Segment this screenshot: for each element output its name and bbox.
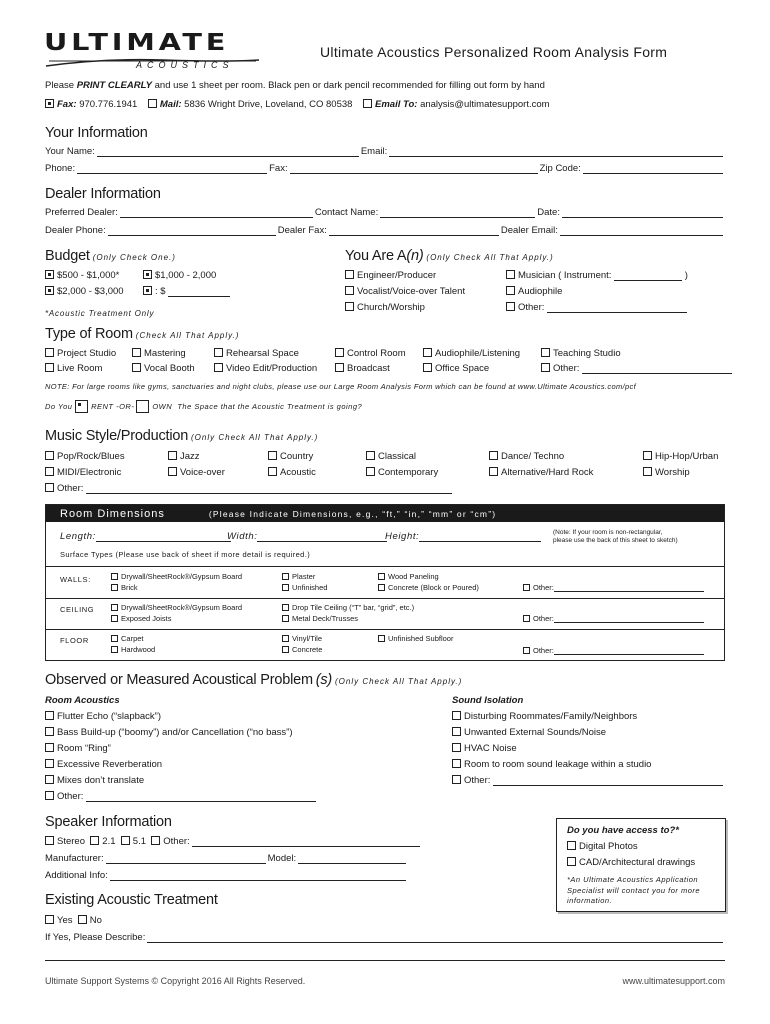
access-photos[interactable]: Digital Photos <box>567 841 638 852</box>
music-hiphop[interactable]: Hip-Hop/Urban <box>643 451 718 462</box>
floor-label: FLOOR <box>60 636 89 645</box>
additional-info-field[interactable] <box>110 870 406 881</box>
dealer-fax-field[interactable] <box>329 225 499 236</box>
isolation-roommates[interactable]: Disturbing Roommates/Family/Neighbors <box>452 711 637 722</box>
dealer-info-heading: Dealer Information <box>45 186 161 202</box>
walls-unfinished[interactable]: Unfinished <box>282 583 327 592</box>
music-dance[interactable]: Dance/ Techno <box>489 451 564 462</box>
s51-checkbox[interactable] <box>121 836 130 845</box>
fax-checkbox[interactable] <box>45 99 54 108</box>
dealer-email-field[interactable] <box>560 225 723 236</box>
s21-checkbox[interactable] <box>90 836 99 845</box>
music-voiceover[interactable]: Voice-over <box>168 467 225 478</box>
room-broadcast[interactable]: Broadcast <box>335 363 390 374</box>
width-field[interactable]: Width: <box>227 531 387 542</box>
manufacturer-row: Manufacturer: Model: <box>45 853 408 864</box>
music-country[interactable]: Country <box>268 451 313 462</box>
footer-divider <box>45 960 725 961</box>
budget-opt-2[interactable]: $1,000 - 2,000 <box>143 270 216 281</box>
music-jazz[interactable]: Jazz <box>168 451 200 462</box>
manufacturer-field[interactable] <box>106 853 266 864</box>
room-control[interactable]: Control Room <box>335 348 406 359</box>
budget-opt-3[interactable]: $2,000 - $3,000 <box>45 286 124 297</box>
nonrect-note-2: please use the back of this sheet to sketch) <box>553 537 678 544</box>
speaker-heading: Speaker Information <box>45 814 172 830</box>
own-checkbox[interactable] <box>136 400 149 413</box>
describe-field[interactable] <box>147 932 723 943</box>
problem-reverb[interactable]: Excessive Reverberation <box>45 759 162 770</box>
walls-concrete[interactable]: Concrete (Block or Poured) <box>378 583 479 592</box>
you-are-heading: You Are A(n) (Only Check All That Apply.) <box>345 248 554 264</box>
room-other[interactable]: Other: <box>541 363 732 374</box>
room-vocal-booth[interactable]: Vocal Booth <box>132 363 195 374</box>
budget-note: *Acoustic Treatment Only <box>45 309 155 318</box>
floor-subfloor[interactable]: Unfinished Subfloor <box>378 634 453 643</box>
you-are-vocalist[interactable]: Vocalist/Voice-over Talent <box>345 286 465 297</box>
rent-checkbox[interactable] <box>75 400 88 413</box>
music-classical[interactable]: Classical <box>366 451 416 462</box>
zip-field[interactable] <box>583 163 723 174</box>
ceiling-drop-tile[interactable]: Drop Tile Ceiling (“T” bar, “grid”, etc.) <box>282 603 414 612</box>
room-teaching[interactable]: Teaching Studio <box>541 348 621 359</box>
existing-heading: Existing Acoustic Treatment <box>45 892 218 908</box>
rent-own-row: Do You RENT -OR- OWN The Space that the Acoustic Treatment is going? <box>45 402 363 411</box>
isolation-other[interactable]: Other: <box>452 775 723 786</box>
surface-types-label: Surface Types (Please use back of sheet if more detail is required.) <box>60 550 311 559</box>
floor-other[interactable]: Other: <box>523 646 704 655</box>
problem-bass[interactable]: Bass Build-up (“boomy”) and/or Cancellation (“no bass”) <box>45 727 293 738</box>
sound-isolation-label: Sound Isolation <box>452 695 524 706</box>
dealer-row-2: Dealer Phone: Dealer Fax: Dealer Email: <box>45 225 725 236</box>
ceiling-joists[interactable]: Exposed Joists <box>111 614 171 623</box>
existing-yes-no: Yes No <box>45 915 102 926</box>
room-acoustics-label: Room Acoustics <box>45 695 120 706</box>
existing-no-checkbox[interactable] <box>78 915 87 924</box>
isolation-leakage[interactable]: Room to room sound leakage within a studio <box>452 759 651 770</box>
floor-concrete[interactable]: Concrete <box>282 645 322 654</box>
dimensions-header: Room Dimensions (Please Indicate Dimensions, e.g., “ft,” “in,” “mm” or “cm”) <box>46 505 724 522</box>
speaker-other-checkbox[interactable] <box>151 836 160 845</box>
access-heading: Do you have access to?* <box>567 825 679 836</box>
contact-name-field[interactable] <box>380 207 535 218</box>
room-audiophile[interactable]: Audiophile/Listening <box>423 348 520 359</box>
describe-row: If Yes, Please Describe: <box>45 932 725 943</box>
ceiling-metal[interactable]: Metal Deck/Trusses <box>282 614 358 623</box>
dealer-row-1: Preferred Dealer: Contact Name: Date: <box>45 207 725 218</box>
preferred-dealer-field[interactable] <box>120 207 313 218</box>
walls-drywall[interactable]: Drywall/SheetRock®/Gypsum Board <box>111 572 242 581</box>
nonrect-note-1: (Note: If your room is non-rectangular, <box>553 529 663 536</box>
phone-fax-row: Phone: Fax: Zip Code: <box>45 163 725 174</box>
music-midi[interactable]: MIDI/Electronic <box>45 467 121 478</box>
walls-brick[interactable]: Brick <box>111 583 138 592</box>
page-title: Ultimate Acoustics Personalized Room Analysis Form <box>320 44 668 60</box>
access-note: *An Ultimate Acoustics Application Specialist will contact you for more information. <box>567 875 701 905</box>
name-field[interactable] <box>97 146 359 157</box>
room-mastering[interactable]: Mastering <box>132 348 186 359</box>
music-heading: Music Style/Production (Only Check All That Apply.) <box>45 428 319 444</box>
fax-field[interactable] <box>290 163 538 174</box>
room-rehearsal[interactable]: Rehearsal Space <box>214 348 299 359</box>
you-are-audiophile[interactable]: Audiophile <box>506 286 562 297</box>
print-clearly: PRINT CLEARLY <box>76 80 152 91</box>
instructions: Please PRINT CLEARLY and use 1 sheet per room. Black pen or dark pencil recommended for filling out form by hand <box>45 80 545 91</box>
ceiling-other[interactable]: Other: <box>523 614 704 623</box>
walls-other[interactable]: Other: <box>523 583 704 592</box>
access-box <box>556 818 726 912</box>
height-field[interactable]: Height: <box>385 531 541 542</box>
music-contemporary[interactable]: Contemporary <box>366 467 438 478</box>
budget-opt-1[interactable]: $500 - $1,000* <box>45 270 119 281</box>
room-project-studio[interactable]: Project Studio <box>45 348 116 359</box>
footer-copyright: Ultimate Support Systems © Copyright 2016 All Rights Reserved. <box>45 976 306 986</box>
walls-wood[interactable]: Wood Paneling <box>378 572 439 581</box>
you-are-musician[interactable]: Musician ( Instrument: ) <box>506 270 688 281</box>
room-video-edit[interactable]: Video Edit/Production <box>214 363 317 374</box>
email-checkbox[interactable] <box>363 99 372 108</box>
speaker-config-row: Stereo 2.1 5.1 Other: <box>45 836 420 847</box>
dealer-phone-field[interactable] <box>108 225 276 236</box>
model-field[interactable] <box>298 853 406 864</box>
you-are-other[interactable]: Other: <box>506 302 687 313</box>
large-room-note: NOTE: For large rooms like gyms, sanctuaries and night clubs, please use our Large Room Analysis Form which can be found at www.Ultimate Acoustics.com/pcf <box>45 382 637 391</box>
budget-opt-4[interactable]: : $ <box>143 286 230 297</box>
room-live[interactable]: Live Room <box>45 363 102 374</box>
problem-flutter[interactable]: Flutter Echo (“slapback”) <box>45 711 161 722</box>
music-other[interactable]: Other: <box>45 483 452 494</box>
ceiling-label: CEILING <box>60 605 95 614</box>
brand-sub: ACOUSTICS <box>136 60 234 70</box>
walls-label: WALLS: <box>60 575 91 584</box>
dimensions-box <box>45 504 725 661</box>
access-cad[interactable]: CAD/Architectural drawings <box>567 857 695 868</box>
problem-ring[interactable]: Room “Ring” <box>45 743 111 754</box>
speaker-other-field[interactable] <box>192 836 420 847</box>
walls-plaster[interactable]: Plaster <box>282 572 315 581</box>
footer-url[interactable]: www.ultimatesupport.com <box>622 976 725 986</box>
name-email-row: Your Name: Email: <box>45 146 725 157</box>
brand-name: ULTIMATE <box>44 30 230 56</box>
floor-carpet[interactable]: Carpet <box>111 634 144 643</box>
problem-other[interactable]: Other: <box>45 791 316 802</box>
stereo-checkbox[interactable] <box>45 836 54 845</box>
existing-yes-checkbox[interactable] <box>45 915 54 924</box>
isolation-external[interactable]: Unwanted External Sounds/Noise <box>452 727 606 738</box>
problems-heading: Observed or Measured Acoustical Problem (s) (Only Check All That Apply.) <box>45 672 463 688</box>
room-office[interactable]: Office Space <box>423 363 489 374</box>
additional-info-row: Additional Info: <box>45 870 408 881</box>
floor-hardwood[interactable]: Hardwood <box>111 645 155 654</box>
budget-heading: Budget (Only Check One.) <box>45 248 176 264</box>
music-worship[interactable]: Worship <box>643 467 690 478</box>
room-type-heading: Type of Room (Check All That Apply.) <box>45 326 240 342</box>
isolation-hvac[interactable]: HVAC Noise <box>452 743 517 754</box>
music-alternative[interactable]: Alternative/Hard Rock <box>489 467 593 478</box>
brand-logo <box>44 30 264 70</box>
date-field[interactable] <box>562 207 723 218</box>
floor-vinyl[interactable]: Vinyl/Tile <box>282 634 322 643</box>
music-pop[interactable]: Pop/Rock/Blues <box>45 451 125 462</box>
contact-methods: Fax: 970.776.1941 Mail: 5836 Wright Drive, Loveland, CO 80538 Email To: analysis@ultimatesupport.com <box>45 99 550 110</box>
you-are-engineer[interactable]: Engineer/Producer <box>345 270 436 281</box>
music-acoustic[interactable]: Acoustic <box>268 467 316 478</box>
problem-mixes[interactable]: Mixes don’t translate <box>45 775 144 786</box>
ceiling-drywall[interactable]: Drywall/SheetRock®/Gypsum Board <box>111 603 242 612</box>
email-field[interactable] <box>389 146 723 157</box>
you-are-church[interactable]: Church/Worship <box>345 302 425 313</box>
mail-checkbox[interactable] <box>148 99 157 108</box>
your-info-heading: Your Information <box>45 125 148 141</box>
length-field[interactable]: Length: <box>60 531 231 542</box>
phone-field[interactable] <box>77 163 267 174</box>
